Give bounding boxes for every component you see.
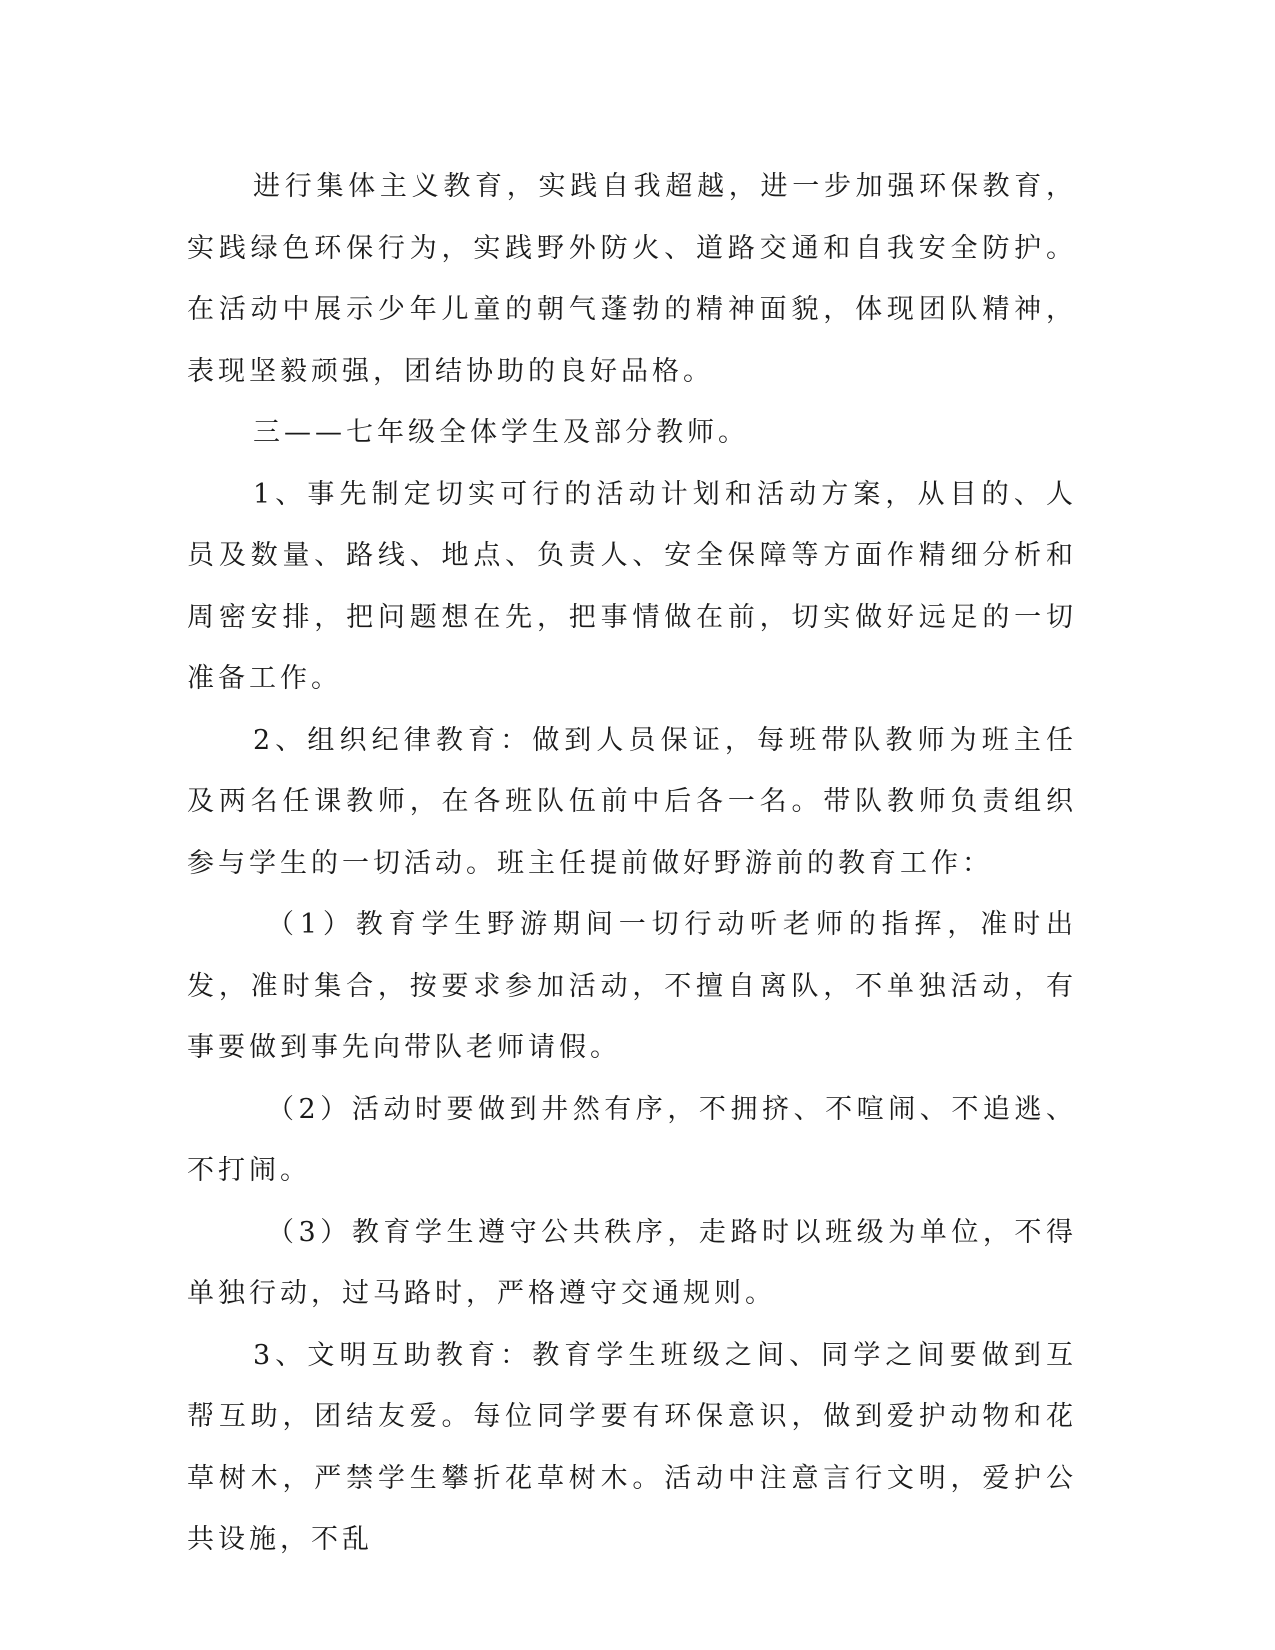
document-body [187,156,1077,1571]
paragraph-item-3: 3、文明互助教育：教育学生班级之间、同学之间要做到互帮互助，团结友爱。每位同学要有环保意识，做到爱护动物和花草树木，严禁学生攀折花草树木。活动中注意言行文明，爱护公共设施，不乱 [187,1339,1077,1555]
paragraph-item-1: 1、事先制定切实可行的活动计划和活动方案，从目的、人员及数量、路线、地点、负责人、安全保障等方面作精细分析和周密安排，把问题想在先，把事情做在前，切实做好远足的一切准备工作。 [187,478,1077,694]
paragraph-subitem-2: （2）活动时要做到井然有序，不拥挤、不喧闹、不追逃、不打闹。 [187,1093,1077,1186]
paragraph-subitem-3: （3）教育学生遵守公共秩序，走路时以班级为单位，不得单独行动，过马路时，严格遵守交通规则。 [187,1216,1077,1309]
paragraph-subitem-1: （1）教育学生野游期间一切行动听老师的指挥，准时出发，准时集合，按要求参加活动，不擅自离队，不单独活动，有事要做到事先向带队老师请假。 [187,909,1077,1063]
paragraph-participants: 三——七年级全体学生及部分教师。 [253,417,749,448]
paragraph-item-2: 2、组织纪律教育：做到人员保证，每班带队教师为班主任及两名任课教师，在各班队伍前中后各一名。带队教师负责组织参与学生的一切活动。班主任提前做好野游前的教育工作： [187,724,1077,879]
paragraph-purpose: 进行集体主义教育，实践自我超越，进一步加强环保教育，实践绿色环保行为，实践野外防火、道路交通和自我安全防护。在活动中展示少年儿童的朝气蓬勃的精神面貌，体现团队精神，表现坚毅顽强，团结协助的良好品格。 [187,171,1077,387]
